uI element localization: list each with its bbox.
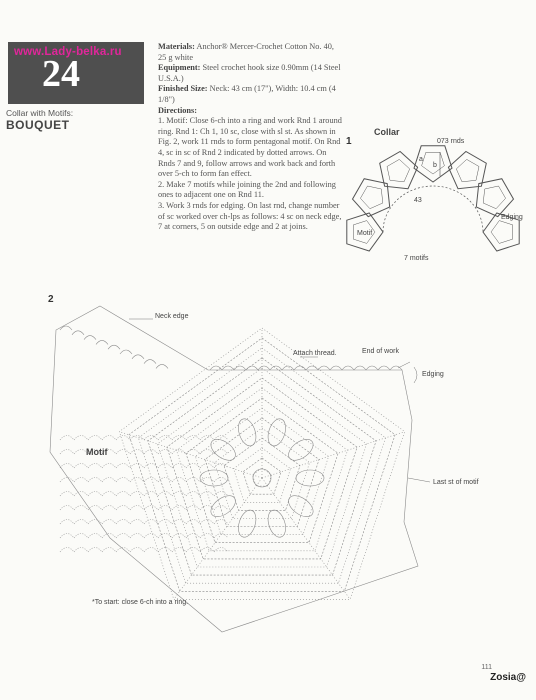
mesh-arch: [186, 464, 200, 469]
mesh-arch: [186, 436, 200, 441]
page-number: 111: [481, 664, 492, 671]
mesh-arch: [172, 436, 186, 441]
mesh-arch: [172, 450, 186, 455]
neck-edge-arch: [96, 340, 108, 344]
mesh-arch: [102, 436, 116, 441]
mesh-arch: [88, 478, 102, 483]
figure-1-rounds: 073 rnds: [437, 138, 465, 145]
figure-1-title: Collar: [374, 127, 400, 137]
mesh-arch: [172, 506, 186, 511]
mesh-arch: [172, 464, 186, 469]
mesh-arch: [88, 548, 102, 553]
mesh-arch: [102, 548, 116, 553]
mesh-arch: [60, 506, 74, 511]
mesh-arch: [186, 534, 200, 539]
petal: [265, 508, 289, 540]
collar-motif-inner: [360, 186, 382, 209]
neck-edge-arch: [72, 331, 84, 335]
mesh-arch: [130, 478, 144, 483]
mesh-arch: [116, 492, 130, 497]
figure-1-measure: 43: [414, 197, 422, 204]
edge-arch: [210, 366, 222, 370]
mesh-arch: [116, 548, 130, 553]
mesh-arch: [144, 548, 158, 553]
mesh-arch: [158, 436, 172, 441]
mesh-arch: [60, 492, 74, 497]
mesh-arch: [214, 492, 228, 497]
mesh-arch: [60, 478, 74, 483]
mesh-arch: [158, 548, 172, 553]
mesh-arch: [158, 520, 172, 525]
site-watermark: www.Lady-belka.ru: [14, 46, 122, 58]
directions-heading: Directions:: [158, 105, 198, 115]
mesh-arch: [116, 520, 130, 525]
mesh-arch: [74, 520, 88, 525]
mesh-arch: [102, 506, 116, 511]
mesh-arch: [144, 534, 158, 539]
edge-arch: [282, 366, 294, 370]
direction-step-3: 3. Work 3 rnds for edging. On last rnd, change number of sc worked over ch-lps as follows: 4 sc on neck edge, 7 at corners, 5 on outside edge and 2 at joins.: [158, 200, 342, 232]
edge-arch: [246, 366, 258, 370]
end-of-work-label: End of work: [362, 348, 399, 355]
mesh-arch: [102, 492, 116, 497]
mesh-arch: [130, 506, 144, 511]
mesh-arch: [74, 506, 88, 511]
mesh-arch: [186, 450, 200, 455]
mesh-arch: [200, 436, 214, 441]
mesh-arch: [102, 520, 116, 525]
edge-arch: [366, 366, 378, 370]
motif-label: Motif: [86, 447, 108, 457]
signature: Zosia@: [490, 672, 526, 683]
last-stitch-label: Last st of motif: [433, 479, 479, 486]
mesh-arch: [186, 492, 200, 497]
mesh-arch: [130, 464, 144, 469]
mesh-arch: [74, 478, 88, 483]
mesh-arch: [116, 436, 130, 441]
start-note: *To start: close 6-ch into a ring.: [92, 599, 189, 606]
mesh-arch: [74, 548, 88, 553]
edge-arch: [342, 366, 354, 370]
mesh-arch: [60, 520, 74, 525]
edging-label: Edging: [422, 371, 444, 378]
neck-edge-arch: [132, 355, 144, 359]
chart-round: [119, 328, 404, 599]
mesh-arch: [144, 492, 158, 497]
edge-arch: [258, 366, 270, 370]
collar-motif-inner: [491, 221, 513, 244]
mesh-arch: [60, 436, 74, 441]
mesh-arch: [200, 548, 214, 553]
figure-1-motif-count: 7 motifs: [404, 255, 429, 262]
materials: Materials: Anchor® Mercer-Crochet Cotton No. 40, 25 g white: [158, 42, 334, 62]
mesh-arch: [116, 450, 130, 455]
neck-edge-arch: [84, 336, 96, 340]
mesh-arch: [214, 548, 228, 553]
mesh-arch: [60, 548, 74, 553]
neck-edge-arch: [144, 360, 156, 364]
mesh-arch: [214, 506, 228, 511]
mesh-arch: [172, 478, 186, 483]
mesh-arch: [186, 506, 200, 511]
mesh-arch: [130, 436, 144, 441]
mesh-arch: [74, 492, 88, 497]
mesh-arch: [74, 534, 88, 539]
pattern-number: 24: [42, 53, 80, 95]
edge-arch: [330, 366, 342, 370]
mesh-arch: [130, 548, 144, 553]
petal: [296, 470, 324, 486]
mesh-arch: [186, 520, 200, 525]
attach-thread-label: Attach thread.: [293, 350, 337, 357]
figure-1-number: 1: [346, 136, 352, 147]
mesh-arch: [214, 478, 228, 483]
collar-motif-inner: [483, 186, 505, 209]
mesh-arch: [60, 450, 74, 455]
mesh-arch: [144, 464, 158, 469]
mesh-arch: [74, 464, 88, 469]
mesh-arch: [102, 464, 116, 469]
petal: [285, 435, 317, 464]
edge-arch: [378, 366, 390, 370]
mesh-arch: [144, 478, 158, 483]
chart-spoke: [262, 432, 405, 478]
direction-step-2: 2. Make 7 motifs while joining the 2nd and following ones to adjacent one on Rnd 11.: [158, 179, 336, 200]
mesh-arch: [74, 436, 88, 441]
neck-edge-label: Neck edge: [155, 313, 189, 320]
finished-size: Finished Size: Neck: 43 cm (17"), Width: 10.4 cm (4 1/8"): [158, 84, 336, 104]
mesh-arch: [200, 464, 214, 469]
mesh-arch: [158, 534, 172, 539]
mesh-arch: [130, 492, 144, 497]
figure-1-b: b: [433, 162, 437, 169]
mesh-arch: [116, 506, 130, 511]
mesh-arch: [200, 520, 214, 525]
mesh-arch: [130, 534, 144, 539]
mesh-arch: [116, 464, 130, 469]
neck-edge-arch: [156, 364, 168, 368]
chart-round: [243, 458, 281, 494]
mesh-arch: [88, 534, 102, 539]
figure-1-motif-label: Motif: [357, 230, 373, 237]
mesh-arch: [144, 506, 158, 511]
edge-arch: [270, 366, 282, 370]
edge-arch: [390, 366, 402, 370]
edge-arch: [354, 366, 366, 370]
mesh-arch: [172, 492, 186, 497]
neck-edge-arch: [108, 345, 120, 349]
mesh-arch: [214, 450, 228, 455]
mesh-arch: [158, 450, 172, 455]
edge-arch: [294, 366, 306, 370]
edge-arch: [318, 366, 330, 370]
mesh-arch: [88, 464, 102, 469]
edge-arch: [222, 366, 234, 370]
mesh-arch: [116, 534, 130, 539]
mesh-arch: [130, 450, 144, 455]
direction-step-1: 1. Motif: Close 6-ch into a ring and work Rnd 1 around ring. Rnd 1: Ch 1, 10 sc, close with sl st. As shown in Fig. 2, work 11 rnds to form pentagonal motif. On Rnd 4, sc in sc of Rnd 2 indicated by dotted arrows. On Rnds 7 and 9, follow arrows and work back and forth over 5-ch to form fan effect.: [158, 116, 342, 179]
mesh-arch: [130, 520, 144, 525]
mesh-arch: [102, 534, 116, 539]
figure-1-edging-label: Edging: [501, 214, 523, 221]
chart-round: [205, 418, 319, 527]
mesh-arch: [172, 520, 186, 525]
mesh-arch: [116, 478, 130, 483]
mesh-arch: [102, 478, 116, 483]
pattern-subtitle: Collar with Motifs:: [6, 108, 74, 118]
edge-arch: [234, 366, 246, 370]
mesh-arch: [186, 478, 200, 483]
collar-motif-inner: [456, 159, 479, 181]
chart-spoke: [174, 478, 262, 599]
mesh-arch: [200, 450, 214, 455]
edge-arch: [306, 366, 318, 370]
collar-motif-inner: [387, 159, 410, 181]
chart-spoke: [262, 478, 350, 599]
figure-2-number: 2: [48, 294, 54, 305]
petal: [235, 417, 259, 449]
mesh-arch: [60, 464, 74, 469]
mesh-arch: [144, 436, 158, 441]
mesh-arch: [186, 548, 200, 553]
mesh-arch: [200, 534, 214, 539]
pattern-title: BOUQUET: [6, 118, 70, 132]
mesh-arch: [88, 492, 102, 497]
petal: [265, 417, 289, 449]
figure-1-a: a: [419, 156, 423, 163]
mesh-arch: [88, 436, 102, 441]
equipment: Equipment: Steel crochet hook size 0.90mm (14 Steel U.S.A.): [158, 63, 341, 83]
neck-edge-arch: [120, 350, 132, 354]
mesh-arch: [60, 534, 74, 539]
neck-arc: [383, 186, 483, 232]
mesh-arch: [144, 520, 158, 525]
